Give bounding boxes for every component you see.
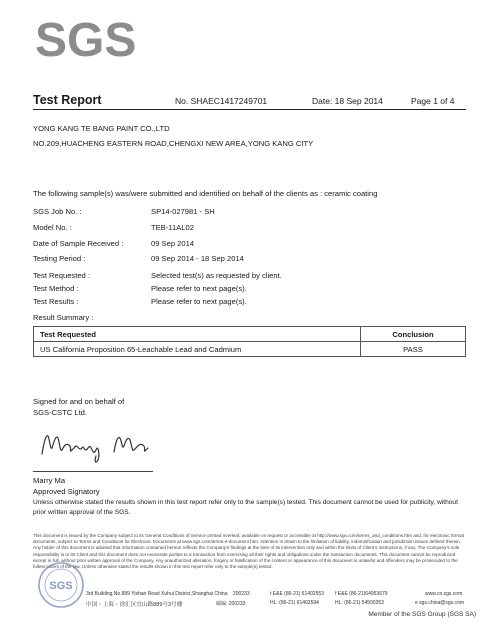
footer-address-cn: 中国・上海・徐汇区宜山路889号3号楼 (86, 602, 183, 608)
test-label: Test Requested : (33, 271, 90, 280)
page-indicator: Page 1 of 4 (411, 96, 455, 106)
report-number: No. SHAEC1417249701 (175, 96, 268, 106)
field-value: SP14-027981 - SH (151, 207, 215, 216)
result-summary-label: Result Summary : (33, 313, 94, 322)
field-value: 09 Sep 2014 - 18 Sep 2014 (151, 254, 244, 263)
report-date: Date: 18 Sep 2014 (312, 96, 383, 106)
company-stamp (36, 560, 86, 610)
footer-tel-1: t E&E (86-21) 61402553 (270, 591, 324, 597)
test-value: Please refer to next page(s). (151, 284, 247, 293)
col-test-requested: Test Requested (34, 327, 361, 342)
handwritten-signature (38, 424, 168, 464)
footer-email: e sgs.china@sgs.com (415, 600, 464, 606)
notice-line-2: prior written approval of the SGS. (33, 509, 131, 516)
signatory-role: Approved Signatory (33, 487, 100, 496)
result-summary-table (33, 326, 466, 357)
footer-address-en: 3rd Building,No.889 Yishan Road Xuhui District,Shanghai China (86, 591, 228, 597)
footer-zip-cn: 邮编: 200233 (216, 601, 246, 607)
table-header-row (34, 327, 466, 342)
test-value: Please refer to next page(s). (151, 297, 247, 306)
intro-text: The following sample(s) was/were submitted and identified on behalf of the clients as : ceramic coating (33, 189, 378, 198)
logo-text: SGS (35, 14, 137, 67)
signed-for-line-2: SGS-CSTC Ltd. (33, 408, 88, 417)
footer-website: www.cn.sgs.com (425, 591, 463, 597)
field-value: 09 Sep 2014 (151, 239, 195, 248)
sgs-logo (33, 12, 137, 67)
signed-for-line-1: Signed for and on behalf of (33, 397, 125, 406)
header-rule (33, 109, 466, 110)
signatory-name: Marry Ma (33, 476, 66, 485)
field-label: Testing Period : (33, 254, 86, 263)
cell-test: US California Proposition 65-Leachable Lead and Cadmium (34, 342, 361, 357)
client-name: YONG KANG TE BANG PAINT CO.,LTD (33, 124, 170, 133)
table-row (34, 342, 466, 357)
report-title: Test Report (33, 93, 102, 107)
field-label: Model No. : (33, 223, 72, 232)
signature-line (33, 471, 153, 472)
footer-zip-en: 200233 (233, 591, 250, 597)
stamp-text: SGS (49, 580, 73, 592)
col-conclusion: Conclusion (361, 327, 466, 342)
field-value: TEB-11AL02 (151, 223, 194, 232)
field-label: Date of Sample Received : (33, 239, 124, 248)
field-label: SGS Job No. : (33, 207, 82, 216)
footer-fax-1: f E&E (86-21)64953679 (335, 591, 388, 597)
cell-conclusion: PASS (361, 342, 466, 357)
notice-line-1: Unless otherwise stated the results shown in this test report refer only to the sample(s) tested. This document cannot be used for publicity, without (33, 499, 458, 506)
terms-fine-print: This document is issued by the Company subject to its General Conditions of Service printed overleaf, available on request or accessible at http://www.sgs.com/terms_and_conditions.htm and, for electronic format documents, subject to Terms and Conditions for Electronic Documents at www.sgs.com/terms-e-document.htm. Attention is drawn to the limitation of liability, indemnification and jurisdiction issues defined therein. Any holder of this document is advised that information contained hereon reflects the Company's findings at the time of its intervention only and within the limits of Client's instructions, if any. The Company's sole responsibility is to its Client and this document does not exonerate parties to a transaction from exercising all their rights and obligations under the transaction documents. This document cannot be reproduced except in full, without prior written approval of the Company. Any unauthorized alteration, forgery or falsification of the content or appearance of this document is unlawful and offenders may be prosecuted to the fullest extent of the law. Unless otherwise stated the results shown in this test report refer only to the sample(s) tested. (33, 533, 465, 570)
client-address: NO.209,HUACHENG EASTERN ROAD,CHENGXI NEW AREA,YONG KANG CITY (33, 139, 314, 148)
test-label: Test Method : (33, 284, 79, 293)
test-label: Test Results : (33, 297, 79, 306)
footer-tel-2: HL: (86-21) 61402594 (270, 600, 319, 606)
sgs-group-membership: Member of the SGS Group (SGS SA) (368, 611, 476, 618)
footer-fax-2: HL: (86-21) 54500353 (335, 600, 384, 606)
test-value: Selected test(s) as requested by client. (151, 271, 282, 280)
